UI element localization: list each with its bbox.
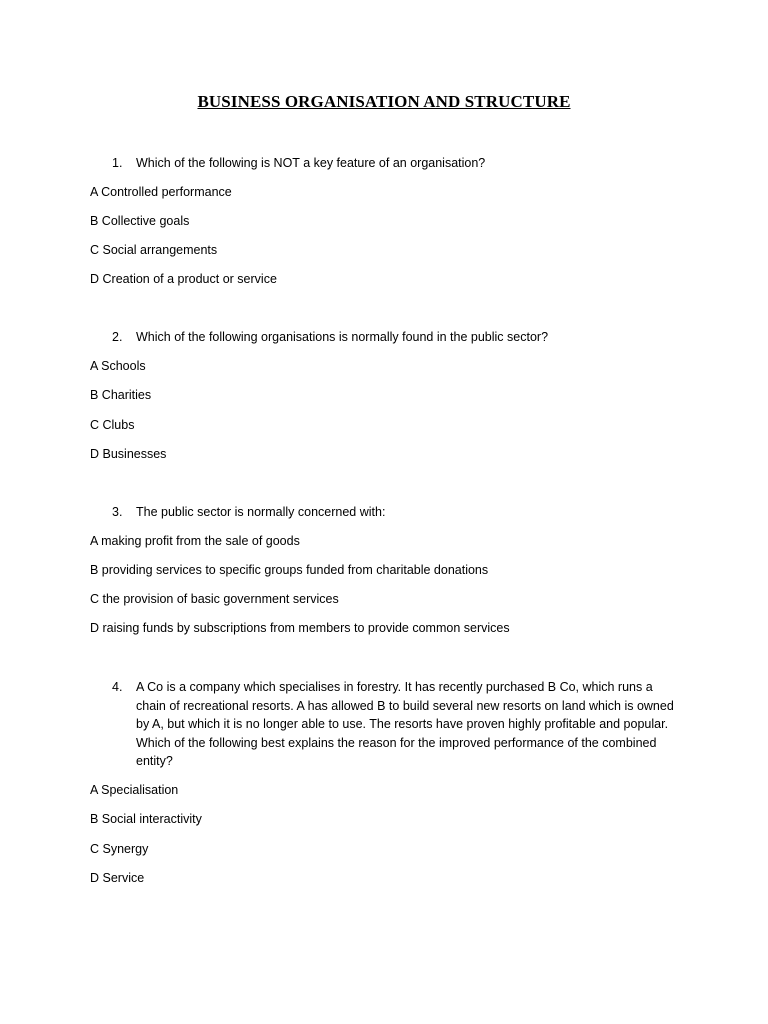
answer-option: B Charities bbox=[90, 388, 152, 402]
question-number: 1. bbox=[112, 156, 123, 170]
answer-option: A Specialisation bbox=[90, 783, 179, 797]
answer-option: C Clubs bbox=[90, 418, 135, 432]
question-text: Which of the following organisations is normally found in the public sector? bbox=[136, 330, 549, 344]
answer-option: A Schools bbox=[90, 359, 146, 373]
question-text: The public sector is normally concerned with: bbox=[136, 505, 386, 519]
question-number: 2. bbox=[112, 330, 123, 344]
answer-option: C Social arrangements bbox=[90, 243, 218, 257]
question-text: A Co is a company which specialises in forestry. It has recently purchased B Co, which runs a chain of recreational resorts. A has allowed B to build several new resorts on land which is owned by A, but which it is no longer able to use. The resorts have proven highly profitable and popular. Which of the following best explains the reason for the improved performance of the combined entity? bbox=[136, 680, 674, 768]
question-text: Which of the following is NOT a key feature of an organisation? bbox=[136, 156, 486, 170]
answer-option: D Creation of a product or service bbox=[90, 272, 277, 286]
answer-option: B Collective goals bbox=[90, 214, 190, 228]
answer-option: A Controlled performance bbox=[90, 185, 232, 199]
page-title: BUSINESS ORGANISATION AND STRUCTURE bbox=[197, 92, 571, 111]
answer-option: C Synergy bbox=[90, 842, 149, 856]
question-number: 4. bbox=[112, 680, 123, 694]
answer-option: B providing services to specific groups funded from charitable donations bbox=[90, 563, 489, 577]
answer-option: B Social interactivity bbox=[90, 812, 202, 826]
answer-option: D raising funds by subscriptions from members to provide common services bbox=[90, 621, 510, 635]
answer-option: D Businesses bbox=[90, 447, 167, 461]
question-number: 3. bbox=[112, 505, 123, 519]
answer-option: D Service bbox=[90, 871, 145, 885]
answer-option: C the provision of basic government services bbox=[90, 592, 339, 606]
answer-option: A making profit from the sale of goods bbox=[90, 534, 300, 548]
